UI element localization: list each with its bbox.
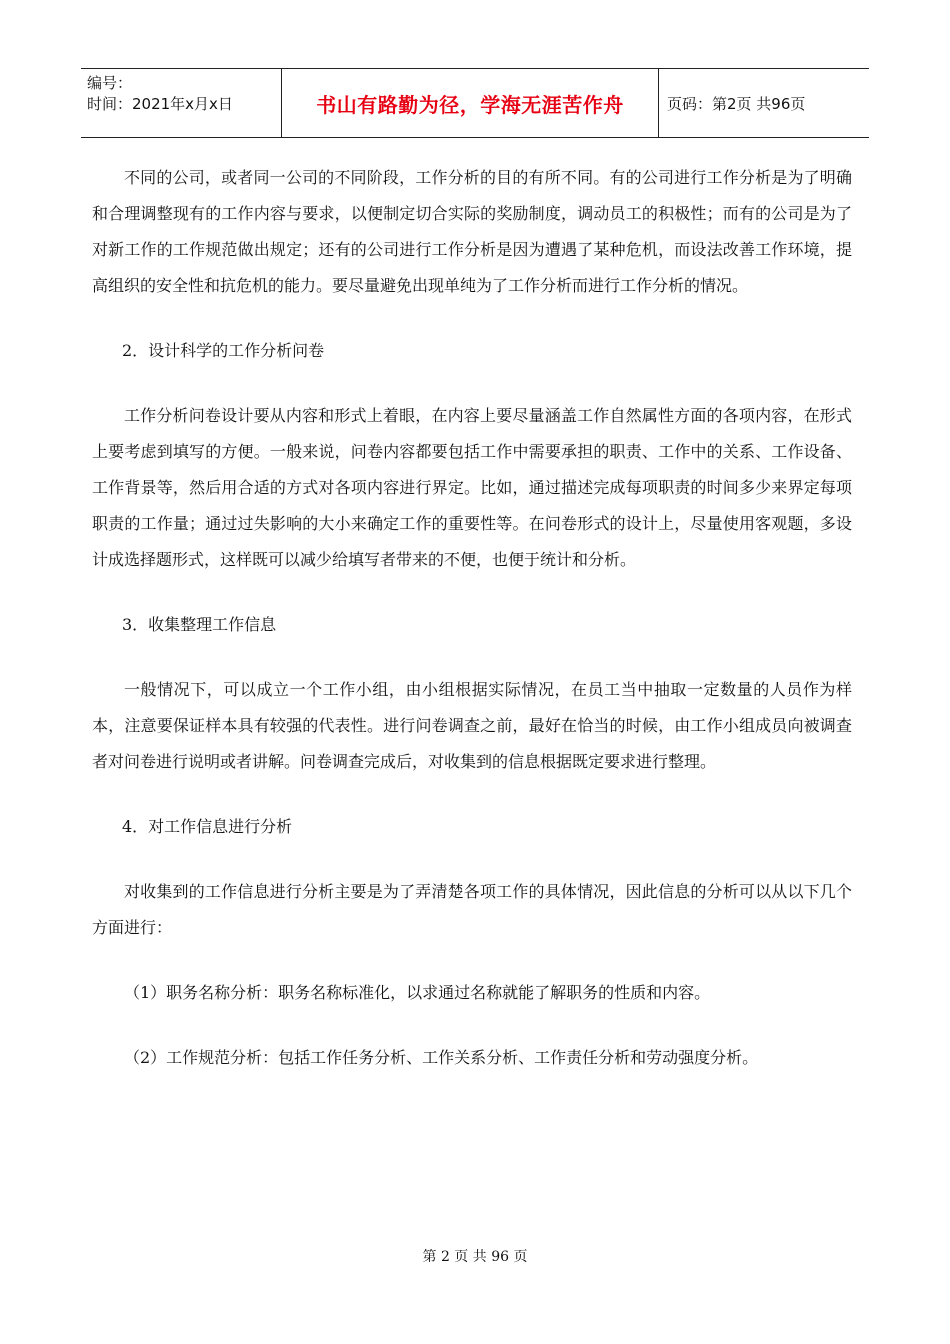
list-item-job-title-analysis: （1）职务名称分析：职务名称标准化，以求通过名称就能了解职务的性质和内容。 bbox=[124, 983, 711, 1002]
document-body bbox=[92, 160, 852, 1076]
paragraph-purpose: 不同的公司，或者同一公司的不同阶段，工作分析的目的有所不同。有的公司进行工作分析是为了明确和合理调整现有的工作内容与要求，以便制定切合实际的奖励制度，调动员工的积极性；而有的公司是为了对新工作的工作规范做出规定；还有的公司进行工作分析是因为遭遇了某种危机，而设法改善工作环境，提高组织的安全性和抗危机的能力。要尽量避免出现单纯为了工作分析而进行工作分析的情况。 bbox=[92, 168, 852, 295]
header-motto-cell bbox=[281, 69, 659, 137]
header-meta bbox=[81, 69, 281, 137]
section-heading-4: 4．对工作信息进行分析 bbox=[122, 817, 293, 836]
paragraph-questionnaire: 工作分析问卷设计要从内容和形式上着眼，在内容上要尽量涵盖工作自然属性方面的各项内容，在形式上要考虑到填写的方便。一般来说，问卷内容都要包括工作中需要承担的职责、工作中的关系、工作设备、工作背景等，然后用合适的方式对各项内容进行界定。比如，通过描述完成每项职责的时间多少来界定每项职责的工作量；通过过失影响的大小来确定工作的重要性等。在问卷形式的设计上，尽量使用客观题，多设计成选择题形式，这样既可以减少给填写者带来的不便，也便于统计和分析。 bbox=[92, 406, 852, 569]
header-page-info: 页码：第2页 共96页 bbox=[667, 94, 806, 113]
header-motto: 书山有路勤为径，学海无涯苦作舟 bbox=[316, 92, 624, 117]
list-item-job-spec-analysis: （2）工作规范分析：包括工作任务分析、工作关系分析、工作责任分析和劳动强度分析。 bbox=[124, 1048, 759, 1067]
document-header bbox=[81, 68, 869, 138]
section-heading-2: 2．设计科学的工作分析问卷 bbox=[122, 341, 325, 360]
page-footer: 第 2 页 共 96 页 bbox=[422, 1249, 528, 1265]
section-heading-3: 3．收集整理工作信息 bbox=[122, 615, 277, 634]
paragraph-analysis: 对收集到的工作信息进行分析主要是为了弄清楚各项工作的具体情况，因此信息的分析可以从以下几个方面进行： bbox=[92, 882, 852, 937]
document-date-label: 时间：2021年x月x日 bbox=[87, 95, 233, 113]
paragraph-collect-info: 一般情况下，可以成立一个工作小组，由小组根据实际情况，在员工当中抽取一定数量的人员作为样本，注意要保证样本具有较强的代表性。进行问卷调查之前，最好在恰当的时候，由工作小组成员向被调查者对问卷进行说明或者讲解。问卷调查完成后，对收集到的信息根据既定要求进行整理。 bbox=[92, 680, 852, 771]
document-number-label: 编号： bbox=[87, 74, 133, 92]
